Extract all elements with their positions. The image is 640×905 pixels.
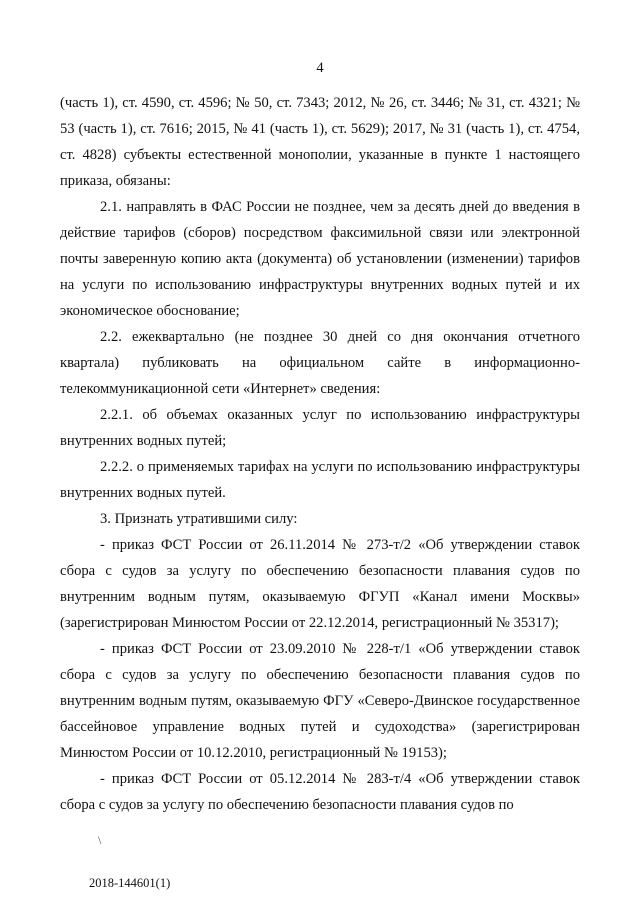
document-body — [60, 90, 580, 818]
repealed-order-3: - приказ ФСТ России от 05.12.2014 № 283-т/4 «Об утверждении ставок сбора с судов за услугу по обеспечению безопасности плавания судов по — [60, 771, 580, 813]
paragraph-2-1: 2.1. направлять в ФАС России не позднее, чем за десять дней до введения в действие тарифов (сборов) посредством факсимильной связи или электронной почты заверенную копию акта (документа) об установлении (изменении) тарифов на услуги по использованию инфраструктуры внутренних водных путей и их экономическое обоснование; — [60, 199, 580, 319]
paragraph-2-2-2: 2.2.2. о применяемых тарифах на услуги по использованию инфраструктуры внутренних водных путей. — [60, 459, 580, 501]
repealed-order-1: - приказ ФСТ России от 26.11.2014 № 273-т/2 «Об утверждении ставок сбора с судов за услугу по обеспечению безопасности плавания судов по внутренним водным путям, оказываемую ФГУП «Канал имени Москвы» (зарегистрирован Минюстом России от 22.12.2014, регистрационный № 35317); — [60, 537, 580, 631]
stray-mark: \ — [98, 833, 102, 847]
paragraph-2-2: 2.2. ежеквартально (не позднее 30 дней со дня окончания отчетного квартала) публиковать на официальном сайте в информационно-телекоммуникационной сети «Интернет» сведения: — [60, 329, 580, 397]
footer-code: 2018-144601(1) — [89, 876, 171, 890]
paragraph-3: 3. Признать утратившими силу: — [100, 511, 298, 527]
page-number: 4 — [316, 60, 324, 76]
paragraph-2-2-1: 2.2.1. об объемах оказанных услуг по использованию инфраструктуры внутренних водных путей; — [60, 407, 580, 449]
paragraph-continuation: (часть 1), ст. 4590, ст. 4596; № 50, ст. 7343; 2012, № 26, ст. 3446; № 31, ст. 4321; № 53 (часть 1), ст. 7616; 2015, № 41 (часть 1), ст. 5629); 2017, № 31 (часть 1), ст. 4754, ст. 4828) субъекты естественной монополии, указанные в пункте 1 настоящего приказа, обязаны: — [60, 95, 580, 189]
repealed-order-2: - приказ ФСТ России от 23.09.2010 № 228-т/1 «Об утверждении ставок сбора с судов за услугу по обеспечению безопасности плавания судов по внутренним водным путям, оказываемую ФГУ «Северо-Двинское государственное бассейновое управление водных путей и судоходства» (зарегистрирован Минюстом России от 10.12.2010, регистрационный № 19153); — [60, 641, 580, 761]
